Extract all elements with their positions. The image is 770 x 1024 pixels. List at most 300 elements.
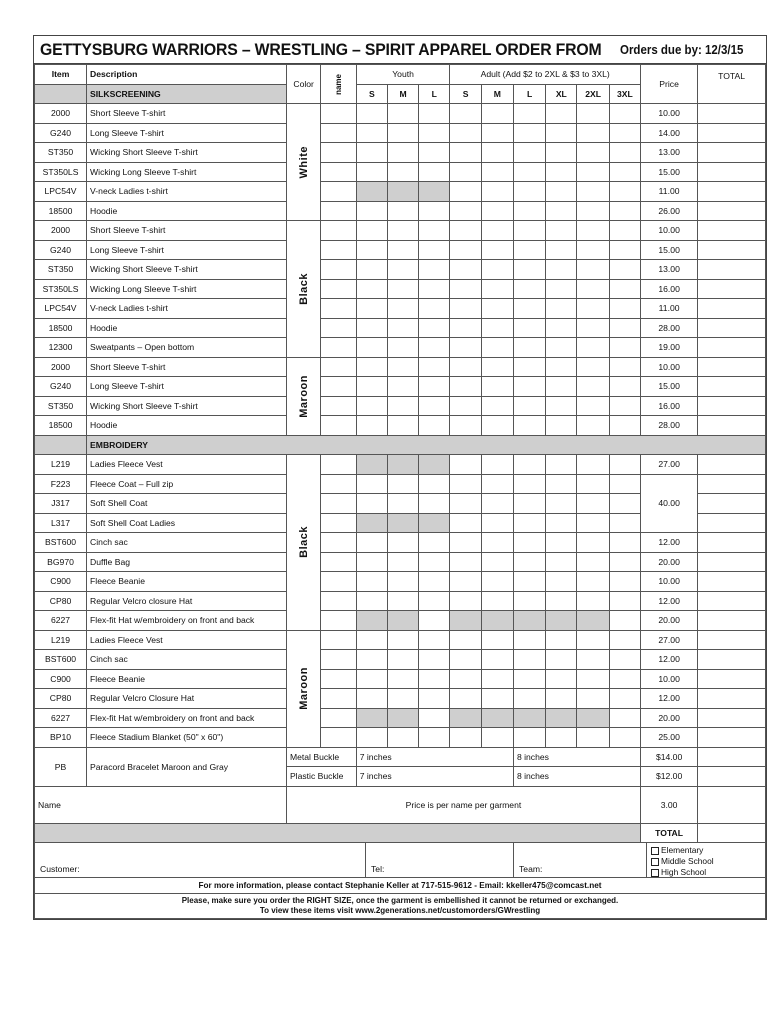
qty-input[interactable] [577,338,609,358]
qty-input[interactable] [513,572,545,592]
total-input[interactable] [698,357,766,377]
qty-input[interactable] [419,162,450,182]
qty-input[interactable] [356,533,387,553]
qty-input[interactable] [513,513,545,533]
qty-input[interactable] [546,162,577,182]
total-input[interactable] [698,591,766,611]
qty-input[interactable] [419,669,450,689]
qty-input[interactable] [481,669,513,689]
qty-input[interactable] [546,182,577,202]
qty-input[interactable] [450,728,481,748]
total-input[interactable] [698,318,766,338]
qty-input[interactable] [481,338,513,358]
qty-input[interactable] [481,552,513,572]
qty-input[interactable] [577,299,609,319]
qty-input[interactable] [609,240,640,260]
qty-input[interactable] [387,494,418,514]
qty-input[interactable] [513,474,545,494]
total-input[interactable] [698,552,766,572]
name-input[interactable] [321,104,356,124]
qty-input[interactable] [577,416,609,436]
qty-input[interactable] [450,162,481,182]
qty-input[interactable] [356,338,387,358]
qty-input[interactable] [419,123,450,143]
middle-school-option[interactable] [651,856,714,867]
qty-input[interactable] [387,318,418,338]
qty-input[interactable] [481,357,513,377]
total-input[interactable] [698,240,766,260]
name-input[interactable] [321,338,356,358]
qty-input[interactable] [609,474,640,494]
total-input[interactable] [698,182,766,202]
qty-input[interactable] [387,357,418,377]
qty-input[interactable] [546,728,577,748]
qty-input[interactable] [546,299,577,319]
qty-input[interactable] [513,455,545,475]
qty-input[interactable] [450,240,481,260]
qty-input[interactable] [513,728,545,748]
qty-input[interactable] [609,182,640,202]
name-input[interactable] [321,728,356,748]
name-input[interactable] [321,474,356,494]
qty-input[interactable] [609,728,640,748]
total-input[interactable] [698,747,766,767]
qty-input[interactable] [609,201,640,221]
qty-input[interactable] [481,299,513,319]
qty-input[interactable] [481,396,513,416]
qty-input[interactable] [577,279,609,299]
qty-input[interactable] [450,377,481,397]
qty-input[interactable] [577,728,609,748]
qty-input[interactable] [419,338,450,358]
qty-input[interactable] [450,182,481,202]
qty-input[interactable] [546,572,577,592]
qty-input[interactable] [577,572,609,592]
qty-input[interactable] [356,299,387,319]
name-input[interactable] [321,201,356,221]
qty-input[interactable] [450,396,481,416]
qty-input[interactable] [356,728,387,748]
name-input[interactable] [321,299,356,319]
qty-input[interactable] [609,708,640,728]
qty-input[interactable] [577,182,609,202]
qty-input[interactable] [609,591,640,611]
qty-input[interactable] [513,689,545,709]
qty-input[interactable] [387,377,418,397]
qty-input[interactable] [513,221,545,241]
grand-total-input[interactable] [698,823,766,843]
total-input[interactable] [698,786,766,823]
qty-input[interactable] [387,533,418,553]
qty-input[interactable] [609,416,640,436]
qty-input[interactable] [481,123,513,143]
qty-input[interactable] [481,689,513,709]
qty-input[interactable] [356,279,387,299]
qty-input[interactable] [356,630,387,650]
qty-input[interactable] [419,728,450,748]
qty-input[interactable] [481,630,513,650]
qty-input[interactable] [513,279,545,299]
qty-input[interactable] [577,201,609,221]
qty-input[interactable] [513,201,545,221]
qty-input[interactable] [387,240,418,260]
qty-input[interactable] [609,162,640,182]
total-input[interactable] [698,260,766,280]
qty-input[interactable] [356,377,387,397]
qty-input[interactable] [481,455,513,475]
qty-input[interactable] [577,630,609,650]
qty-input[interactable] [577,474,609,494]
total-input[interactable] [698,221,766,241]
name-input[interactable] [321,591,356,611]
qty-input[interactable] [609,279,640,299]
qty-input[interactable] [609,123,640,143]
qty-input[interactable] [419,572,450,592]
qty-input[interactable] [513,377,545,397]
qty-input[interactable] [577,513,609,533]
qty-input[interactable] [546,338,577,358]
qty-input[interactable] [546,104,577,124]
qty-input[interactable] [577,123,609,143]
qty-input[interactable] [546,669,577,689]
qty-input[interactable] [513,669,545,689]
total-input[interactable] [698,104,766,124]
qty-input[interactable] [356,591,387,611]
qty-input[interactable] [577,689,609,709]
qty-input[interactable] [609,513,640,533]
qty-input[interactable] [419,708,450,728]
qty-input[interactable] [481,318,513,338]
qty-input[interactable] [419,260,450,280]
qty-input[interactable] [450,143,481,163]
qty-input[interactable] [577,162,609,182]
qty-input[interactable] [387,728,418,748]
name-input[interactable] [321,650,356,670]
qty-input[interactable] [419,611,450,631]
total-input[interactable] [698,377,766,397]
qty-input[interactable] [513,357,545,377]
checkbox-icon[interactable] [651,869,659,877]
qty-input[interactable] [481,221,513,241]
name-input[interactable] [321,513,356,533]
name-input[interactable] [321,260,356,280]
qty-input[interactable] [450,221,481,241]
qty-input[interactable] [356,318,387,338]
qty-input[interactable] [577,104,609,124]
qty-input[interactable] [481,279,513,299]
name-input[interactable] [321,240,356,260]
name-input[interactable] [321,669,356,689]
total-input[interactable] [698,143,766,163]
qty-input[interactable] [387,591,418,611]
total-input[interactable] [698,474,766,494]
qty-input[interactable] [577,377,609,397]
name-input[interactable] [321,162,356,182]
name-input[interactable] [321,572,356,592]
qty-input[interactable] [387,650,418,670]
qty-input[interactable] [609,630,640,650]
name-input[interactable] [321,357,356,377]
qty-input[interactable] [450,201,481,221]
total-input[interactable] [698,513,766,533]
high-school-option[interactable] [651,867,714,878]
qty-input[interactable] [546,416,577,436]
qty-input[interactable] [481,533,513,553]
qty-input[interactable] [609,357,640,377]
total-input[interactable] [698,533,766,553]
qty-input[interactable] [546,689,577,709]
qty-input[interactable] [481,474,513,494]
total-input[interactable] [698,416,766,436]
total-input[interactable] [698,689,766,709]
name-input[interactable] [321,279,356,299]
qty-input[interactable] [450,552,481,572]
qty-input[interactable] [387,338,418,358]
qty-input[interactable] [356,474,387,494]
total-input[interactable] [698,396,766,416]
qty-input[interactable] [577,533,609,553]
qty-input[interactable] [419,630,450,650]
total-input[interactable] [698,728,766,748]
qty-input[interactable] [450,123,481,143]
qty-input[interactable] [450,357,481,377]
qty-input[interactable] [513,416,545,436]
qty-input[interactable] [609,377,640,397]
qty-input[interactable] [481,240,513,260]
qty-input[interactable] [609,611,640,631]
qty-input[interactable] [481,201,513,221]
qty-input[interactable] [450,104,481,124]
qty-input[interactable] [387,104,418,124]
qty-input[interactable] [356,123,387,143]
qty-input[interactable] [513,104,545,124]
qty-input[interactable] [356,416,387,436]
name-input[interactable] [321,416,356,436]
qty-input[interactable] [356,572,387,592]
qty-input[interactable] [481,182,513,202]
qty-input[interactable] [450,318,481,338]
qty-input[interactable] [419,396,450,416]
qty-input[interactable] [577,669,609,689]
qty-input[interactable] [609,669,640,689]
qty-input[interactable] [450,669,481,689]
qty-input[interactable] [577,494,609,514]
total-input[interactable] [698,201,766,221]
qty-input[interactable] [419,221,450,241]
qty-input[interactable] [450,260,481,280]
qty-input[interactable] [546,143,577,163]
qty-input[interactable] [356,669,387,689]
qty-input[interactable] [356,104,387,124]
qty-input[interactable] [481,377,513,397]
qty-input[interactable] [577,591,609,611]
qty-input[interactable] [356,260,387,280]
total-input[interactable] [698,455,766,475]
qty-input[interactable] [546,630,577,650]
qty-input[interactable] [546,279,577,299]
qty-input[interactable] [513,533,545,553]
total-input[interactable] [698,572,766,592]
qty-input[interactable] [481,513,513,533]
qty-input[interactable] [481,104,513,124]
qty-input[interactable] [481,728,513,748]
qty-input[interactable] [450,533,481,553]
qty-input[interactable] [356,494,387,514]
qty-input[interactable] [609,143,640,163]
qty-input[interactable] [419,689,450,709]
qty-input[interactable] [609,221,640,241]
total-input[interactable] [698,767,766,787]
qty-input[interactable] [419,104,450,124]
qty-input[interactable] [419,552,450,572]
qty-input[interactable] [419,240,450,260]
qty-input[interactable] [419,650,450,670]
qty-input[interactable] [513,552,545,572]
total-input[interactable] [698,630,766,650]
qty-input[interactable] [577,318,609,338]
qty-input[interactable] [356,357,387,377]
qty-input[interactable] [450,279,481,299]
qty-input[interactable] [450,572,481,592]
qty-input[interactable] [387,279,418,299]
qty-input[interactable] [513,162,545,182]
qty-input[interactable] [450,513,481,533]
qty-input[interactable] [546,201,577,221]
qty-input[interactable] [577,260,609,280]
qty-input[interactable] [387,416,418,436]
qty-input[interactable] [356,552,387,572]
qty-input[interactable] [419,377,450,397]
qty-input[interactable] [450,455,481,475]
checkbox-icon[interactable] [651,847,659,855]
qty-input[interactable] [546,260,577,280]
qty-input[interactable] [546,318,577,338]
qty-input[interactable] [419,494,450,514]
total-input[interactable] [698,123,766,143]
qty-input[interactable] [387,572,418,592]
qty-input[interactable] [419,318,450,338]
qty-input[interactable] [450,650,481,670]
qty-input[interactable] [609,494,640,514]
qty-input[interactable] [609,455,640,475]
qty-input[interactable] [546,221,577,241]
qty-input[interactable] [546,552,577,572]
name-input[interactable] [321,182,356,202]
qty-input[interactable] [387,143,418,163]
qty-input[interactable] [577,552,609,572]
qty-input[interactable] [481,650,513,670]
name-input[interactable] [321,143,356,163]
qty-input[interactable] [387,162,418,182]
total-input[interactable] [698,299,766,319]
total-input[interactable] [698,611,766,631]
qty-input[interactable] [577,455,609,475]
total-input[interactable] [698,279,766,299]
qty-input[interactable] [609,650,640,670]
qty-input[interactable] [546,455,577,475]
qty-input[interactable] [609,104,640,124]
qty-input[interactable] [481,143,513,163]
qty-input[interactable] [609,318,640,338]
qty-input[interactable] [419,591,450,611]
qty-input[interactable] [387,474,418,494]
qty-input[interactable] [609,689,640,709]
qty-input[interactable] [546,494,577,514]
qty-input[interactable] [356,240,387,260]
qty-input[interactable] [577,143,609,163]
qty-input[interactable] [513,240,545,260]
qty-input[interactable] [546,240,577,260]
elementary-option[interactable] [651,845,714,856]
qty-input[interactable] [387,552,418,572]
total-input[interactable] [698,669,766,689]
qty-input[interactable] [450,689,481,709]
qty-input[interactable] [387,630,418,650]
qty-input[interactable] [481,494,513,514]
qty-input[interactable] [419,533,450,553]
qty-input[interactable] [356,689,387,709]
qty-input[interactable] [577,240,609,260]
name-input[interactable] [321,533,356,553]
name-input[interactable] [321,377,356,397]
qty-input[interactable] [577,650,609,670]
qty-input[interactable] [450,299,481,319]
qty-input[interactable] [356,162,387,182]
qty-input[interactable] [419,416,450,436]
qty-input[interactable] [356,650,387,670]
name-input[interactable] [321,689,356,709]
qty-input[interactable] [450,494,481,514]
qty-input[interactable] [450,338,481,358]
qty-input[interactable] [577,396,609,416]
qty-input[interactable] [419,201,450,221]
qty-input[interactable] [546,377,577,397]
qty-input[interactable] [513,650,545,670]
qty-input[interactable] [609,338,640,358]
qty-input[interactable] [387,201,418,221]
qty-input[interactable] [546,474,577,494]
qty-input[interactable] [513,338,545,358]
qty-input[interactable] [513,318,545,338]
name-input[interactable] [321,123,356,143]
qty-input[interactable] [609,572,640,592]
name-input[interactable] [321,494,356,514]
qty-input[interactable] [546,396,577,416]
qty-input[interactable] [546,533,577,553]
qty-input[interactable] [387,123,418,143]
qty-input[interactable] [577,221,609,241]
qty-input[interactable] [481,416,513,436]
qty-input[interactable] [609,552,640,572]
total-input[interactable] [698,162,766,182]
qty-input[interactable] [609,260,640,280]
qty-input[interactable] [450,591,481,611]
qty-input[interactable] [481,162,513,182]
name-input[interactable] [321,318,356,338]
qty-input[interactable] [513,123,545,143]
qty-input[interactable] [419,143,450,163]
checkbox-icon[interactable] [651,858,659,866]
qty-input[interactable] [609,533,640,553]
total-input[interactable] [698,338,766,358]
qty-input[interactable] [419,279,450,299]
qty-input[interactable] [513,299,545,319]
qty-input[interactable] [513,143,545,163]
qty-input[interactable] [356,201,387,221]
qty-input[interactable] [546,357,577,377]
qty-input[interactable] [546,591,577,611]
qty-input[interactable] [419,299,450,319]
